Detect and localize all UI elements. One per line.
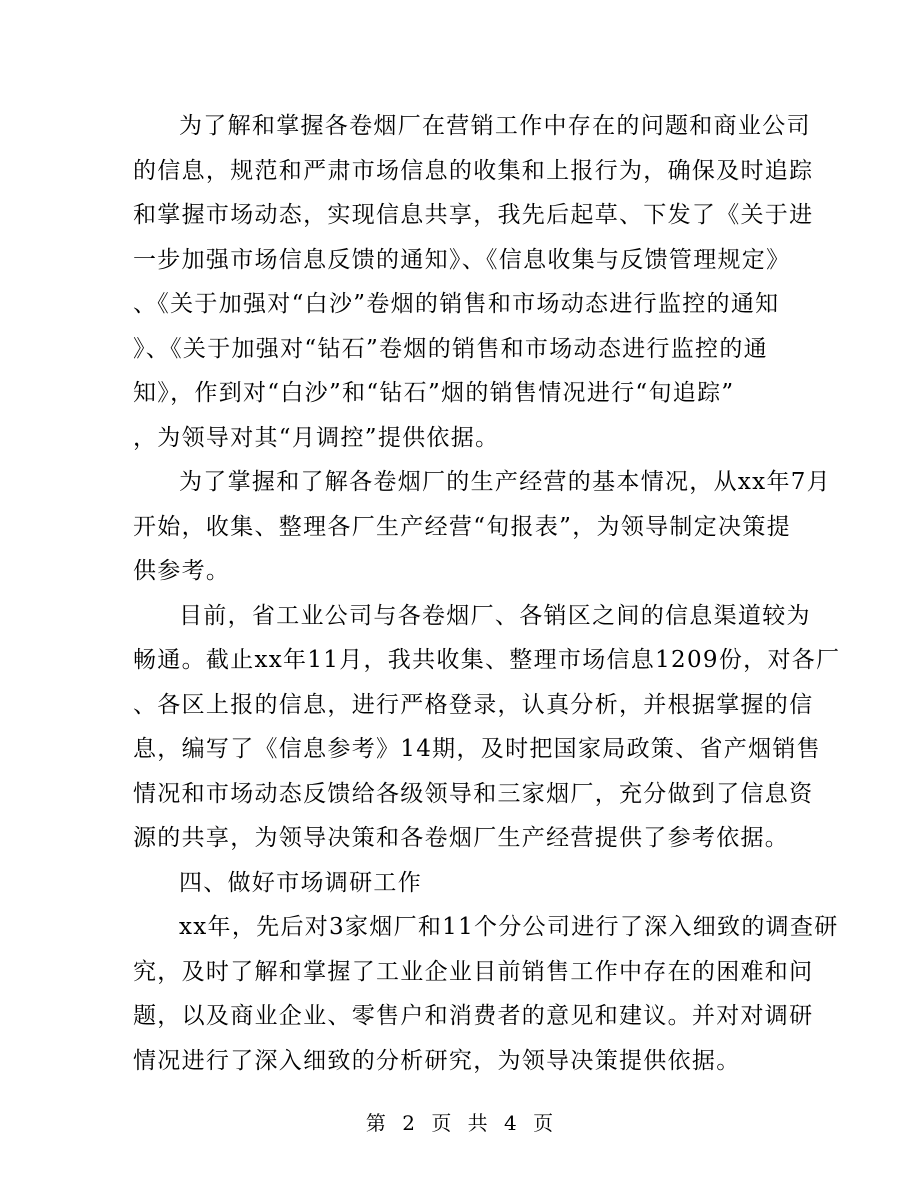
- text-line: 一步加强市场信息反馈的通知》、《信息收集与反馈管理规定》: [133, 246, 791, 273]
- text-line: ，为领导对其“月调控”提供依据。: [133, 424, 500, 451]
- text-line: 知》，作到对“白沙”和“钻石”烟的销售情况进行“旬追踪”: [133, 380, 735, 406]
- text-line: 情况进行了深入细致的分析研究，为领导决策提供依据。: [133, 1047, 741, 1074]
- text-line: 的信息，规范和严肃市场信息的收集和上报行为，确保及时追踪: [133, 157, 814, 184]
- paragraph: [133, 104, 814, 460]
- text-line: 和掌握市场动态，实现信息共享，我先后起草、下发了《关于进: [133, 202, 814, 228]
- footer-total-label: 共: [467, 1111, 489, 1135]
- footer-suffix: 页: [533, 1111, 555, 1135]
- document-body: [133, 104, 841, 1083]
- text-line: xx年，先后对3家烟厂和11个分公司进行了深入细致的调查研: [179, 914, 839, 940]
- footer-page-number: 2: [402, 1111, 416, 1135]
- text-line: 开始，收集、整理各厂生产经营“旬报表”，为领导制定决策提: [133, 513, 791, 540]
- text-line: 为了解和掌握各卷烟厂在营销工作中存在的问题和商业公司: [179, 113, 811, 139]
- paragraph: [133, 594, 841, 861]
- section-heading: [133, 861, 788, 906]
- text-line: 、《关于加强对“白沙”卷烟的销售和市场动态进行监控的通知: [133, 291, 780, 317]
- text-line: 、各区上报的信息，进行严格登录，认真分析，并根据掌握的信: [133, 691, 814, 718]
- text-line: 供参考。: [133, 558, 231, 584]
- paragraph: [133, 905, 839, 1083]
- text-line: 究，及时了解和掌握了工业企业目前销售工作中存在的困难和问: [133, 958, 814, 985]
- text-line: 目前，省工业公司与各卷烟厂、各销区之间的信息渠道较为: [179, 602, 811, 629]
- text-line: 情况和市场动态反馈给各级领导和三家烟厂，充分做到了信息资: [133, 780, 814, 807]
- heading-text: 四、做好市场调研工作: [179, 869, 422, 896]
- footer-total-pages: 4: [504, 1111, 518, 1135]
- footer-prefix: 第: [365, 1111, 387, 1135]
- text-line: 题，以及商业企业、零售户和消费者的意见和建议。并对对调研: [133, 1003, 814, 1029]
- text-line: 源的共享，为领导决策和各卷烟厂生产经营提供了参考依据。: [133, 825, 790, 851]
- text-line: 为了掌握和了解各卷烟厂的生产经营的基本情况，从xx年7月: [179, 469, 831, 495]
- text-line: 息，编写了《信息参考》14期，及时把国家局政策、省产烟销售: [133, 736, 821, 762]
- footer-middle: 页: [431, 1111, 453, 1135]
- text-line: 畅通。截止xx年11月，我共收集、整理市场信息1209份，对各厂: [133, 647, 841, 673]
- page-footer: [0, 1107, 920, 1136]
- text-line: 》、《关于加强对“钻石”卷烟的销售和市场动态进行监控的通: [133, 335, 768, 362]
- paragraph: [133, 460, 831, 594]
